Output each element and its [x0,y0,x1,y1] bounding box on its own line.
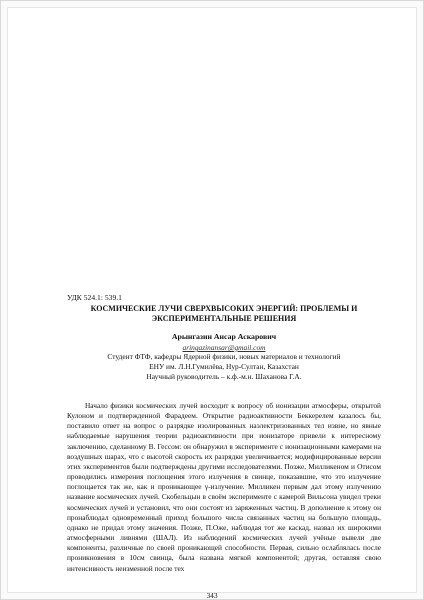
udk-code: УДК 524.1: 539.1 [67,293,122,302]
article-body [67,401,381,574]
page-content [67,293,381,574]
document-page [7,7,417,600]
page-number: 343 [206,591,218,600]
affiliation-line-1: Студент ФТФ, кафедры Ядерной физики, новых материалов и технологий [107,352,341,361]
supervisor: Научный руководитель – к.ф.-м.н. Шаханова Г.А. [146,372,302,381]
author-email-link[interactable]: aringazinansar@gmail.com [182,343,266,352]
body-paragraph: Начало физики космических лучей восходит к вопросу об ионизации атмосферы, открытой Кулоном и подтвержденной Фарадеем. Открытие радиоактивности Беккерелем казалось бы, поставило ответ на вопрос о разрядке изолированных наэлектризованных тел извне, но явные наблюдаемые нарушения теории радиоактивности при ионизаторе привели к интересному заключению, сделанному В. Гессом: он обнаружил в эксперименте с ионизационными камерами на воздушных шарах, что с высотой скорость их разрядки увеличивается; модифицированные версии этих экспериментов были подтверждены другими исследователями. Позже, Милликеном и Отисом проводились измерения поглощения этого излучения в свинце, показавшие, что это излучение поглощается так же, как и проникающее γ-излучение. Милликен первым дал этому излучению название космических лучей. Скобельцын в своём эксперименте с камерой Вильсона увидел треки космических лучей и установил, что они состоят из заряженных частиц. В дополнение к этому он пронаблюдал одновременный приход большого числа связанных частиц на большую площадь, однако не придал этому значения. Позже, П.Оже, наблюдая тот же каскад, назвал их широкими атмосферными ливнями (ШАЛ). Из наблюдений космических лучей учёные вывели две компоненты, различные по своей проникающей способности. Первая, сильно ослаблялась после проникновения в 10см свинца, была названа мягкой компонентой; другая, оставляя свою интенсивность неизменной после тех [67,401,381,573]
author-name: Арынгазин Ансар Аскарович [171,332,277,341]
article-title-line-1: КОСМИЧЕСКИЕ ЛУЧИ СВЕРХВЫСОКИХ ЭНЕРГИЙ: ПРОБЛЕМЫ И [90,304,358,313]
article-title [67,304,381,324]
article-title-line-2: ЭКСПЕРИМЕНТАЛЬНЫЕ РЕШЕНИЯ [151,314,297,323]
affiliation-line-2: ЕНУ им. Л.Н.Гумилёва, Нур-Султан, Казахстан [149,362,299,371]
